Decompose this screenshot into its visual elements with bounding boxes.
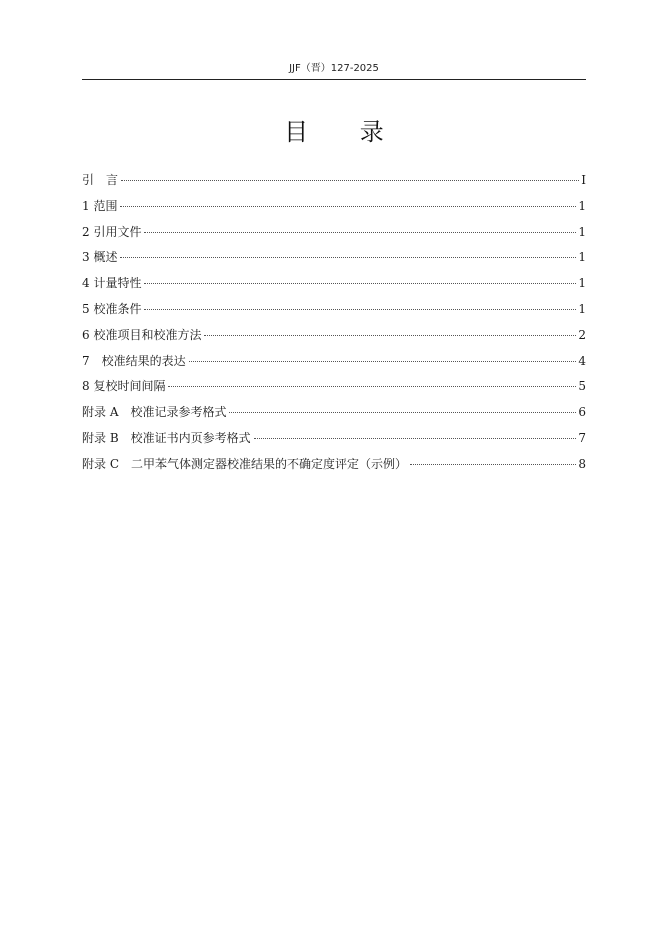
toc-page-number: 6 <box>578 405 586 420</box>
toc-page-number: 4 <box>578 353 586 368</box>
toc-dot-leader <box>229 412 576 413</box>
toc-dot-leader <box>168 386 576 387</box>
toc-entry-label: 1 范围 <box>82 198 118 213</box>
toc-entry-label: 8 复校时间间隔 <box>82 379 166 394</box>
toc-dot-leader <box>254 438 577 439</box>
toc-entry-label: 3 概述 <box>82 250 118 265</box>
toc-dot-leader <box>204 335 576 336</box>
toc-dot-leader <box>144 309 576 310</box>
toc-page-number: 5 <box>578 379 586 394</box>
toc-entry-appendix-b[interactable] <box>82 428 586 454</box>
toc-dot-leader <box>410 464 576 465</box>
toc-entry-label: 2 引用文件 <box>82 224 142 239</box>
toc-page-number: I <box>581 173 586 187</box>
toc-dot-leader <box>144 232 576 233</box>
toc-page-number: 1 <box>578 198 586 213</box>
toc-page-number: 1 <box>578 224 586 239</box>
toc-entry-metrological-characteristics[interactable] <box>82 273 586 299</box>
toc-entry-expression-of-results[interactable] <box>82 351 586 377</box>
toc-page-number: 1 <box>578 301 586 316</box>
toc-entry-label: 7 校准结果的表达 <box>82 353 186 368</box>
toc-page-number: 2 <box>578 327 586 342</box>
toc-page-number: 7 <box>578 430 586 445</box>
toc-dot-leader <box>189 361 577 362</box>
toc-entry-calibration-conditions[interactable] <box>82 299 586 325</box>
toc-dot-leader <box>144 283 576 284</box>
toc-entry-scope[interactable] <box>82 196 586 222</box>
toc-entry-overview[interactable] <box>82 247 586 273</box>
toc-entry-references[interactable] <box>82 222 586 248</box>
toc-entry-label: 6 校准项目和校准方法 <box>82 327 202 342</box>
toc-entry-recalibration-interval[interactable] <box>82 376 586 402</box>
toc-entry-label: 附录 A 校准记录参考格式 <box>82 405 227 420</box>
toc-dot-leader <box>121 180 579 181</box>
toc-dot-leader <box>120 257 576 258</box>
toc-page-number: 1 <box>578 250 586 265</box>
running-header: JJF（晋）127-2025 <box>289 63 379 74</box>
toc-entry-label: 引 言 <box>82 173 119 187</box>
toc-page-number: 1 <box>578 276 586 291</box>
toc-entry-label: 4 计量特性 <box>82 276 142 291</box>
toc-entry-label: 附录 B 校准证书内页参考格式 <box>82 430 251 445</box>
toc-entry-appendix-a[interactable] <box>82 402 586 428</box>
toc-entry-label: 5 校准条件 <box>82 301 142 316</box>
toc-entry-appendix-c[interactable] <box>82 454 586 480</box>
header-rule <box>82 79 586 80</box>
toc-entry-label: 附录 C 二甲苯气体测定器校准结果的不确定度评定（示例） <box>82 456 407 471</box>
toc-page-number: 8 <box>578 456 586 471</box>
toc-entry-foreword[interactable] <box>82 170 586 196</box>
table-of-contents <box>82 170 586 480</box>
toc-entry-calibration-items-methods[interactable] <box>82 325 586 351</box>
toc-dot-leader <box>120 206 576 207</box>
page-title: 目 录 <box>284 118 406 146</box>
